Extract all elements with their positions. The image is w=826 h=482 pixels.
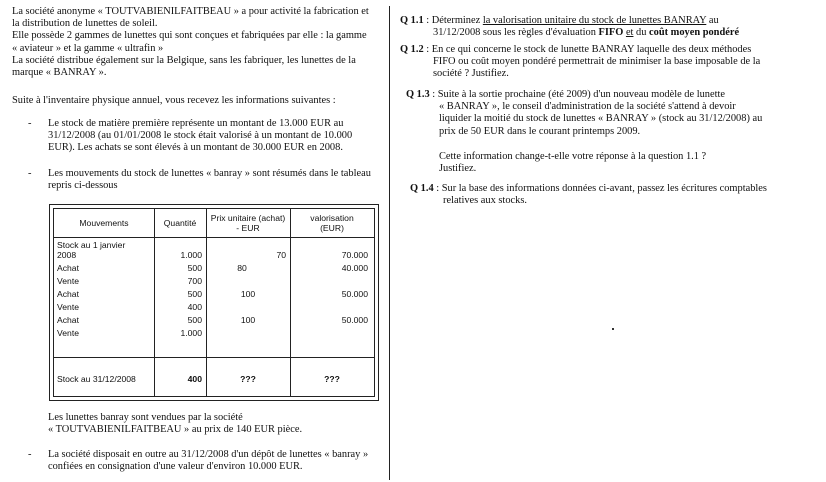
question-line: liquider la moitié du stock de lunettes « BANRAY » (stock au 31/12/2008) au [439, 113, 763, 125]
question-text: : Suite à la sortie prochaine (été 2009) d'un nouveau modèle de lunette [429, 89, 725, 100]
bullet-line: Les mouvements du stock de lunettes « banray » sont résumés dans le tableau [48, 168, 371, 179]
total-qty: 400 [187, 374, 202, 384]
question-line [400, 27, 820, 39]
header-line: - EUR [236, 223, 260, 233]
question-1-1 [400, 15, 820, 39]
stray-dot [612, 328, 614, 330]
table-grid-line [54, 237, 374, 238]
selling-price-note [48, 412, 383, 436]
table-grid-line [54, 357, 374, 358]
row-label: Achat [57, 289, 79, 299]
question-1-3 [406, 89, 820, 175]
question-line: Justifiez. [439, 163, 477, 175]
bullet-line: La société disposait en outre au 31/12/2008 d'un dépôt de lunettes « banray » [48, 449, 369, 460]
header-line: (EUR) [320, 223, 344, 233]
question-line: « BANRAY », le conseil d'administration de la société s'attend à devoir [439, 101, 736, 113]
row-value: 70.000 [341, 250, 368, 260]
total-value: ??? [324, 374, 340, 384]
row-price: 80 [237, 263, 247, 273]
row-qty: 700 [187, 276, 202, 286]
bullet-line: confiées en consignation d'une valeur d'environ 10.000 EUR. [48, 461, 303, 473]
intro-paragraph [12, 6, 384, 79]
bullet-dash: - [28, 449, 32, 460]
bullet-line: EUR). Les achats se sont élevés à un montant de 30.000 EUR en 2008. [48, 142, 343, 154]
bullet-dash: - [28, 118, 32, 129]
bullet-raw-material [48, 118, 383, 155]
row-label: Vente [57, 276, 79, 286]
bullet-line: repris ci-dessous [48, 180, 118, 192]
row-value: 50.000 [341, 315, 368, 325]
header-quantite: Quantité [163, 218, 197, 228]
question-text: : Sur la base des informations données ci-avant, passez les écritures comptables [433, 183, 767, 194]
question-bold: FIFO [598, 27, 624, 39]
row-qty: 1.000 [180, 250, 202, 260]
question-line [406, 89, 820, 101]
question-1-4 [410, 183, 822, 207]
row-qty: 400 [187, 302, 202, 312]
row-qty: 500 [187, 289, 202, 299]
bullet-consignment [48, 449, 383, 473]
row-price: 100 [240, 289, 256, 299]
question-bold: coût moyen pondéré [649, 27, 740, 39]
question-text: 31/12/2008 sous les règles d'évaluation [433, 27, 599, 39]
header-mouvements: Mouvements [79, 218, 129, 228]
intro-line: la distribution de lunettes de soleil. [12, 18, 158, 30]
intro-line: « aviateur » et la gamme « ultrafin » [12, 42, 164, 54]
bullet-stock-movements [48, 168, 383, 192]
question-label: Q 1.4 [410, 183, 434, 194]
total-price: ??? [240, 374, 256, 384]
row-label: Achat [57, 315, 79, 325]
row-price: 100 [240, 315, 256, 325]
header-valorisation [290, 213, 374, 233]
inventory-intro: Suite à l'inventaire physique annuel, vous recevez les informations suivantes : [12, 95, 336, 106]
question-underlined: et [625, 27, 634, 39]
table-inner [53, 208, 375, 397]
intro-line: La société distribue également sur la Belgique, sans les fabriquer, les lunettes de la [12, 54, 356, 66]
question-label: Q 1.3 [406, 89, 430, 100]
question-line: FIFO ou coût moyen pondéré permettrait de minimiser la base imposable de la [433, 56, 761, 68]
row-value: 50.000 [341, 289, 368, 299]
row-label: 2008 [57, 250, 77, 260]
row-price: 70 [276, 250, 286, 260]
question-text: : Déterminez [423, 15, 483, 26]
bullet-line: 31/12/2008 (au 01/01/2008 le stock était valorisé à un montant de 10.000 [48, 130, 353, 142]
header-prix-unitaire [206, 213, 290, 233]
question-line: relatives aux stocks. [443, 195, 527, 207]
note-line: « TOUTVABIENILFAITBEAU » au prix de 140 EUR pièce. [48, 424, 303, 436]
row-label: Vente [57, 328, 79, 338]
total-label: Stock au 31/12/2008 [57, 374, 136, 384]
intro-line: marque « BANRAY ». [12, 67, 107, 79]
question-text: : En ce qui concerne le stock de lunette BANRAY laquelle des deux méthodes [423, 44, 752, 55]
bullet-line: Le stock de matière première représente un montant de 13.000 EUR au [48, 118, 344, 129]
question-underlined: la valorisation unitaire du stock de lunettes BANRAY [482, 15, 707, 26]
column-divider [389, 6, 390, 480]
intro-line: Elle possède 2 gammes de lunettes qui sont conçues et fabriquées par elle : la gamme [12, 30, 367, 42]
header-line: valorisation [310, 213, 354, 223]
row-qty: 1.000 [180, 328, 202, 338]
header-line: Prix unitaire (achat) [210, 213, 286, 223]
question-line [410, 183, 822, 195]
question-line: prix de 50 EUR dans le courant printemps 2009. [439, 125, 641, 137]
question-line [400, 44, 820, 56]
row-label: Vente [57, 302, 79, 312]
row-qty: 500 [187, 315, 202, 325]
row-label: Stock au 1 janvier [57, 240, 126, 250]
question-line [400, 15, 820, 27]
question-text: au [706, 15, 719, 26]
question-line: société ? Justifiez. [433, 68, 509, 80]
question-text: du [633, 27, 650, 39]
row-qty: 500 [187, 263, 202, 273]
stock-movements-table [49, 204, 379, 401]
intro-line: La société anonyme « TOUTVABIENILFAITBEAU » a pour activité la fabrication et [12, 6, 369, 17]
question-label: Q 1.2 [400, 44, 424, 55]
row-label: Achat [57, 263, 79, 273]
question-1-2 [400, 44, 820, 81]
row-value: 40.000 [341, 263, 368, 273]
bullet-dash: - [28, 168, 32, 179]
question-line: Cette information change-t-elle votre réponse à la question 1.1 ? [439, 150, 707, 162]
note-line: Les lunettes banray sont vendues par la société [48, 412, 243, 423]
question-label: Q 1.1 [400, 15, 424, 26]
